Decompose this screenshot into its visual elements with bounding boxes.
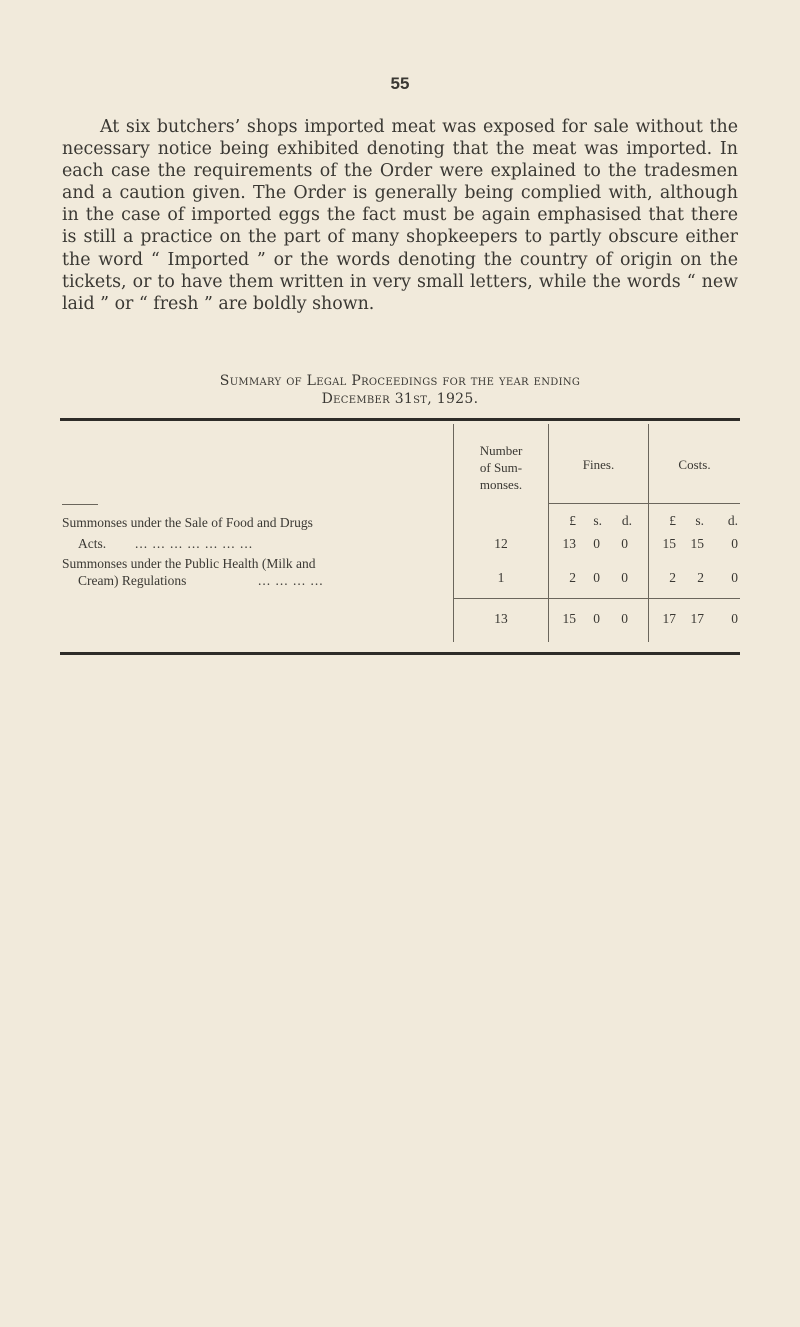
fines-pence-unit: d. xyxy=(621,513,632,528)
costs-shilling-unit: s. xyxy=(695,513,704,528)
row-label-line-2: Cream) Regulations xyxy=(78,573,187,588)
costs-pence-unit: d. xyxy=(727,513,738,528)
fines-pounds: 2 xyxy=(569,570,576,585)
row-leader-dots: ... ... ... ... ... ... ... xyxy=(135,536,254,551)
costs-pounds: 2 xyxy=(669,570,676,585)
body-paragraph: At six butchers’ shops imported meat was exposed for sale without the necessary notice being exhibited denoting that the meat was imported. In each case the requirements of the Order were explained to the tradesmen and a caution given. The Order is generally being complied with, although in the case of imported eggs the fact must be again emphasised that there is still a practice on the part of many shopkeepers to partly obscure either the word “ Imported ” or the words denoting the country of origin on the tickets, or to have them written in very small letters, while the words “ new laid ” or “ fresh ” are boldly shown. xyxy=(62,117,738,314)
costs-pound-unit: £ xyxy=(669,513,676,528)
fines-shillings: 0 xyxy=(593,570,600,585)
table-caption-line-1: Summary of Legal Proceedings for the year ending xyxy=(219,373,581,389)
total-costs-pounds: 17 xyxy=(662,611,676,626)
table-bottom-rule xyxy=(60,652,740,655)
column-divider xyxy=(453,424,454,642)
fines-shillings: 0 xyxy=(593,536,600,551)
row-number: 12 xyxy=(494,536,508,551)
table-top-rule xyxy=(60,418,740,421)
costs-shillings: 15 xyxy=(690,536,704,551)
row-leader-dots: ... ... ... ... xyxy=(258,573,324,588)
header-line: of Sum- xyxy=(479,460,523,475)
total-costs-pence: 0 xyxy=(731,611,738,626)
table-caption xyxy=(0,372,800,408)
total-fines-pence: 0 xyxy=(621,611,628,626)
costs-pounds: 15 xyxy=(662,536,676,551)
fines-shilling-unit: s. xyxy=(593,513,602,528)
total-fines-shillings: 0 xyxy=(593,611,600,626)
total-costs-shillings: 17 xyxy=(690,611,704,626)
totals-divider xyxy=(453,598,740,599)
header-line: Number xyxy=(479,443,523,458)
row-label-line-2: Acts. xyxy=(78,536,107,551)
fines-pounds: 13 xyxy=(562,536,576,551)
total-fines-pounds: 15 xyxy=(562,611,576,626)
fines-pence: 0 xyxy=(621,570,628,585)
header-costs: Costs. xyxy=(678,457,711,472)
page-number: 55 xyxy=(390,74,410,93)
row-number: 1 xyxy=(497,570,505,585)
costs-pence: 0 xyxy=(731,536,738,551)
header-divider-left xyxy=(62,504,98,505)
fines-pence: 0 xyxy=(621,536,628,551)
table-caption-line-2: December 31st, 1925. xyxy=(321,391,479,407)
header-divider-right xyxy=(548,503,740,504)
total-number: 13 xyxy=(494,611,508,626)
header-fines: Fines. xyxy=(582,457,615,472)
row-label-line-1: Summonses under the Sale of Food and Drugs xyxy=(62,515,313,530)
fines-pound-unit: £ xyxy=(569,513,576,528)
header-number-of-summonses xyxy=(455,442,547,493)
row-label-line-1: Summonses under the Public Health (Milk and xyxy=(62,556,316,571)
costs-shillings: 2 xyxy=(697,570,704,585)
costs-pence: 0 xyxy=(731,570,738,585)
header-line: monses. xyxy=(479,477,523,492)
